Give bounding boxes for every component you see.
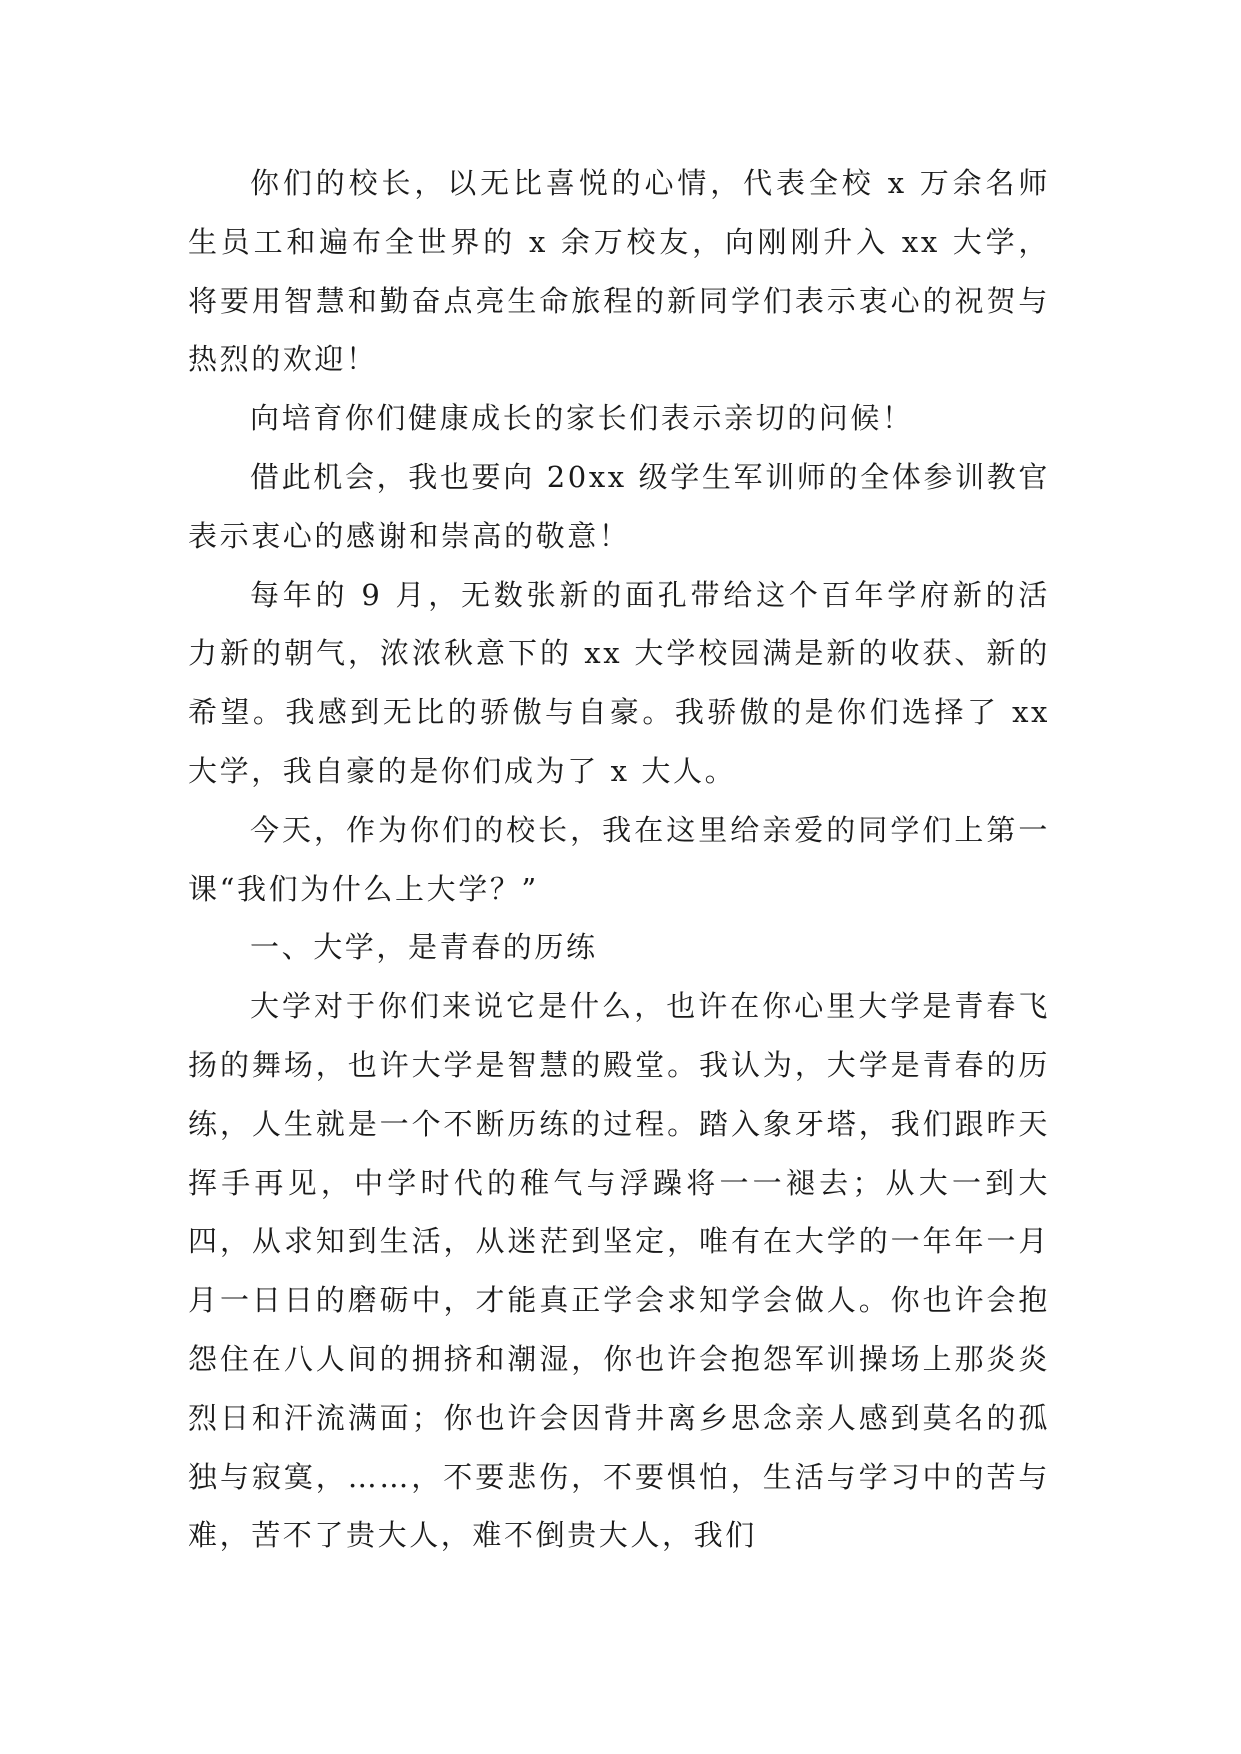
document-body bbox=[188, 154, 1050, 1565]
paragraph-welcome: 你们的校长，以无比喜悦的心情，代表全校 x 万余名师生员工和遍布全世界的 x 余万校友，向刚刚升入 xx 大学，将要用智慧和勤奋点亮生命旅程的新同学们表示衷心的祝贺与热烈的欢迎！ bbox=[188, 166, 1050, 377]
paragraph-first-lesson: 今天，作为你们的校长，我在这里给亲爱的同学们上第一课“我们为什么上大学？” bbox=[188, 812, 1050, 906]
section-heading: 一、大学，是青春的历练 bbox=[250, 930, 598, 965]
paragraph-youth-training: 大学对于你们来说它是什么，也许在你心里大学是青春飞扬的舞场，也许大学是智慧的殿堂。我认为，大学是青春的历练，人生就是一个不断历练的过程。踏入象牙塔，我们跟昨天挥手再见，中学时代的稚气与浮躁将一一褪去；从大一到大四，从求知到生活，从迷茫到坚定，唯有在大学的一年年一月月一日日的磨砺中，才能真正学会求知学会做人。你也许会抱怨住在八人间的拥挤和潮湿，你也许会抱怨军训操场上那炎炎烈日和汗流满面；你也许会因背井离乡思念亲人感到莫名的孤独与寂寞，……，不要悲伤，不要惧怕，生活与学习中的苦与难，苦不了贵大人，难不倒贵大人，我们 bbox=[188, 989, 1050, 1553]
paragraph-thanks-instructors: 借此机会，我也要向 20xx 级学生军训师的全体参训教官表示衷心的感谢和崇高的敬意！ bbox=[188, 459, 1050, 553]
paragraph-greeting-parents: 向培育你们健康成长的家长们表示亲切的问候！ bbox=[250, 401, 914, 436]
paragraph-september: 每年的 9 月，无数张新的面孔带给这个百年学府新的活力新的朝气，浓浓秋意下的 xx 大学校园满是新的收获、新的希望。我感到无比的骄傲与自豪。我骄傲的是你们选择了 xx 大学，我自豪的是你们成为了 x 大人。 bbox=[188, 577, 1050, 788]
